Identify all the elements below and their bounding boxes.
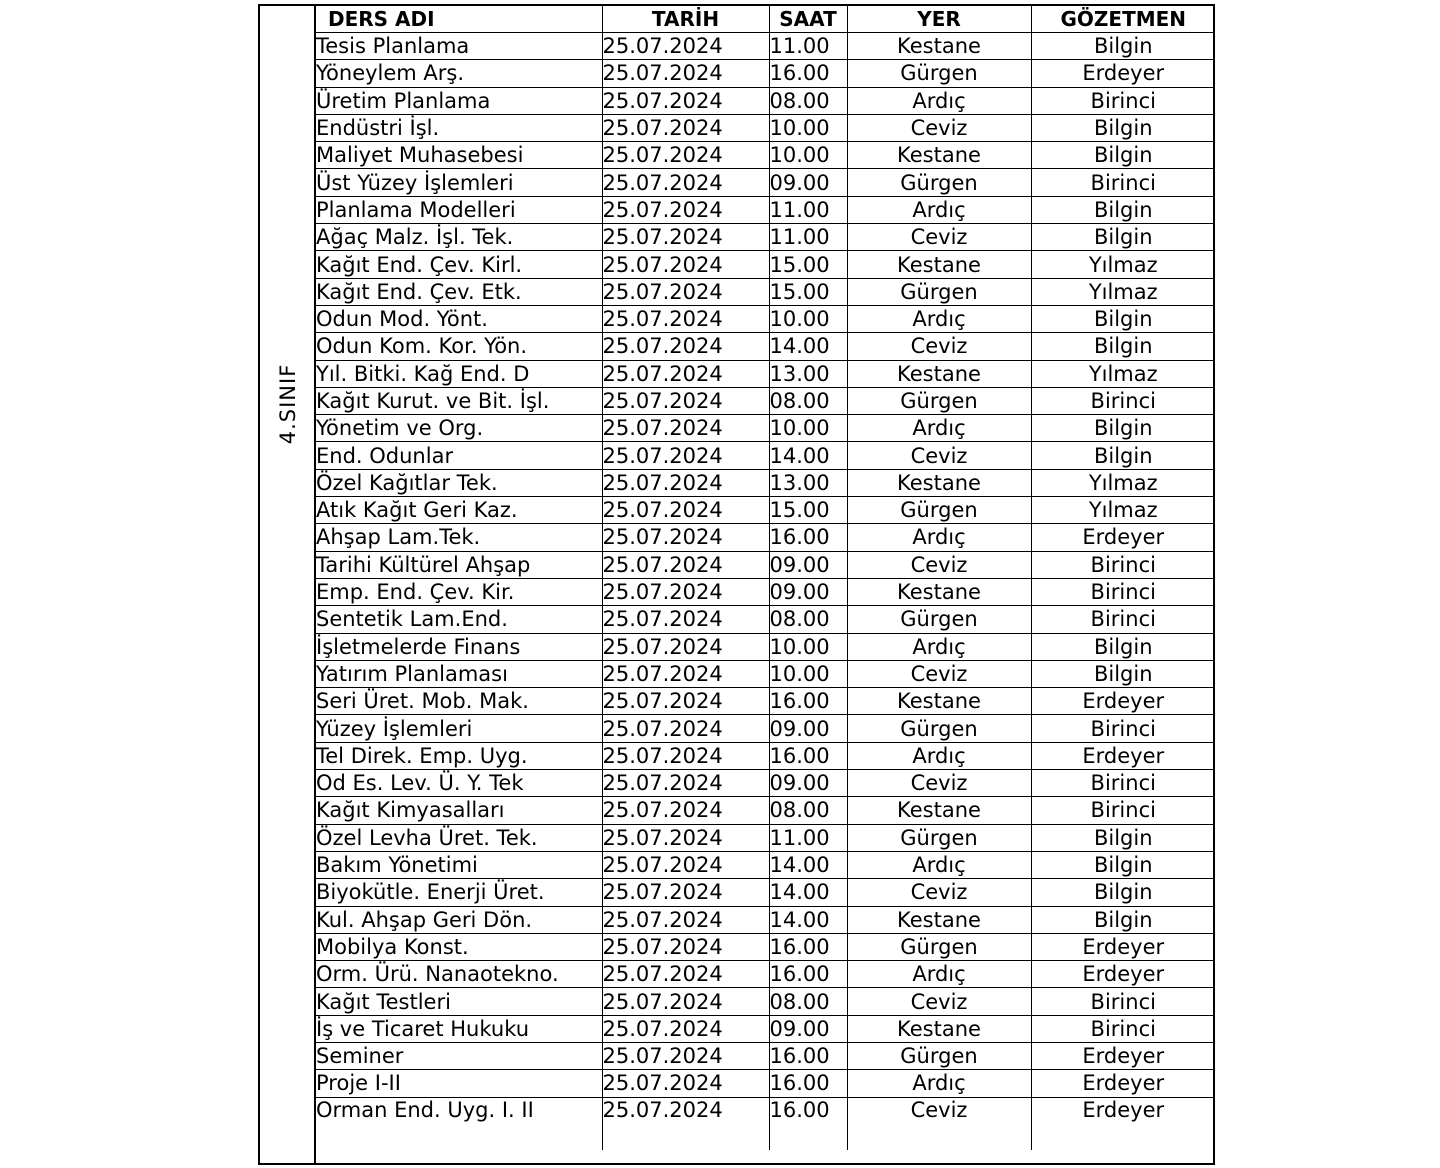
date-cell: 25.07.2024 (602, 742, 769, 769)
room-cell: Ardıç (847, 415, 1031, 442)
room-cell: Gürgen (847, 278, 1031, 305)
time-cell: 10.00 (769, 660, 847, 687)
room-cell: Ardıç (847, 633, 1031, 660)
course-cell: Yöneylem Arş. (316, 60, 602, 87)
course-cell: Odun Kom. Kor. Yön. (316, 333, 602, 360)
time-cell: 10.00 (769, 142, 847, 169)
course-cell: Kağıt Kimyasalları (316, 797, 602, 824)
date-cell: 25.07.2024 (602, 442, 769, 469)
table-row (316, 1070, 1215, 1097)
proctor-cell: Birinci (1031, 988, 1215, 1015)
course-cell: Üretim Planlama (316, 87, 602, 114)
table-row (316, 961, 1215, 988)
proctor-cell: Birinci (1031, 797, 1215, 824)
time-cell: 08.00 (769, 87, 847, 114)
proctor-cell: Erdeyer (1031, 933, 1215, 960)
time-cell: 09.00 (769, 715, 847, 742)
time-cell: 13.00 (769, 469, 847, 496)
table-row (316, 606, 1215, 633)
table-row (316, 879, 1215, 906)
date-cell: 25.07.2024 (602, 524, 769, 551)
date-cell: 25.07.2024 (602, 688, 769, 715)
room-cell: Kestane (847, 906, 1031, 933)
date-cell: 25.07.2024 (602, 851, 769, 878)
table-row (316, 824, 1215, 851)
time-cell: 09.00 (769, 770, 847, 797)
room-cell: Ardıç (847, 305, 1031, 332)
room-cell: Gürgen (847, 824, 1031, 851)
proctor-cell: Bilgin (1031, 633, 1215, 660)
date-cell: 25.07.2024 (602, 660, 769, 687)
table-row (316, 142, 1215, 169)
time-cell: 08.00 (769, 988, 847, 1015)
time-cell: 11.00 (769, 33, 847, 60)
table-row (316, 551, 1215, 578)
proctor-cell: Yılmaz (1031, 278, 1215, 305)
time-cell: 11.00 (769, 196, 847, 223)
header-time: SAAT (769, 6, 847, 33)
room-cell: Kestane (847, 797, 1031, 824)
course-cell: Maliyet Muhasebesi (316, 142, 602, 169)
course-cell: Tel Direk. Emp. Uyg. (316, 742, 602, 769)
date-cell: 25.07.2024 (602, 1070, 769, 1097)
course-cell: Kağıt Testleri (316, 988, 602, 1015)
course-cell: Ağaç Malz. İşl. Tek. (316, 224, 602, 251)
time-cell: 16.00 (769, 961, 847, 988)
course-cell: Seminer (316, 1042, 602, 1069)
table-row (316, 633, 1215, 660)
time-cell: 09.00 (769, 1015, 847, 1042)
room-cell: Ardıç (847, 961, 1031, 988)
time-cell: 13.00 (769, 360, 847, 387)
proctor-cell: Bilgin (1031, 824, 1215, 851)
table-body (316, 33, 1215, 1150)
time-cell: 10.00 (769, 114, 847, 141)
room-cell: Kestane (847, 33, 1031, 60)
course-cell: Orm. Ürü. Nanaotekno. (316, 961, 602, 988)
course-cell: Atık Kağıt Geri Kaz. (316, 497, 602, 524)
room-cell: Ceviz (847, 224, 1031, 251)
proctor-cell: Bilgin (1031, 906, 1215, 933)
room-cell: Kestane (847, 688, 1031, 715)
course-cell: Yatırım Planlaması (316, 660, 602, 687)
date-cell: 25.07.2024 (602, 305, 769, 332)
date-cell: 25.07.2024 (602, 251, 769, 278)
room-cell: Kestane (847, 578, 1031, 605)
room-cell: Ardıç (847, 196, 1031, 223)
proctor-cell: Bilgin (1031, 33, 1215, 60)
table-row (316, 278, 1215, 305)
room-cell: Ceviz (847, 114, 1031, 141)
table-row (316, 224, 1215, 251)
time-cell: 15.00 (769, 251, 847, 278)
room-cell: Gürgen (847, 606, 1031, 633)
date-cell: 25.07.2024 (602, 142, 769, 169)
course-cell: Od Es. Lev. Ü. Y. Tek (316, 770, 602, 797)
proctor-cell: Birinci (1031, 770, 1215, 797)
class-label: 4.SINIF (276, 363, 300, 445)
date-cell: 25.07.2024 (602, 469, 769, 496)
room-cell: Ardıç (847, 524, 1031, 551)
table-row (316, 524, 1215, 551)
proctor-cell: Erdeyer (1031, 1070, 1215, 1097)
room-cell: Kestane (847, 1015, 1031, 1042)
proctor-cell: Erdeyer (1031, 742, 1215, 769)
table-row (316, 906, 1215, 933)
course-cell: End. Odunlar (316, 442, 602, 469)
course-cell: Endüstri İşl. (316, 114, 602, 141)
course-cell: Sentetik Lam.End. (316, 606, 602, 633)
time-cell: 11.00 (769, 824, 847, 851)
date-cell: 25.07.2024 (602, 824, 769, 851)
date-cell: 25.07.2024 (602, 387, 769, 414)
proctor-cell: Bilgin (1031, 196, 1215, 223)
time-cell: 08.00 (769, 387, 847, 414)
table-row (316, 196, 1215, 223)
header-course: DERS ADI (316, 6, 602, 33)
room-cell: Ceviz (847, 879, 1031, 906)
time-cell: 08.00 (769, 606, 847, 633)
room-cell: Kestane (847, 251, 1031, 278)
proctor-cell: Birinci (1031, 551, 1215, 578)
proctor-cell: Bilgin (1031, 142, 1215, 169)
date-cell: 25.07.2024 (602, 169, 769, 196)
time-cell: 14.00 (769, 879, 847, 906)
table-row (316, 333, 1215, 360)
course-cell: Ahşap Lam.Tek. (316, 524, 602, 551)
room-cell: Ceviz (847, 1097, 1031, 1150)
time-cell: 14.00 (769, 851, 847, 878)
date-cell: 25.07.2024 (602, 224, 769, 251)
date-cell: 25.07.2024 (602, 988, 769, 1015)
room-cell: Gürgen (847, 60, 1031, 87)
course-cell: Proje I-II (316, 1070, 602, 1097)
room-cell: Gürgen (847, 497, 1031, 524)
proctor-cell: Bilgin (1031, 333, 1215, 360)
proctor-cell: Bilgin (1031, 660, 1215, 687)
time-cell: 08.00 (769, 797, 847, 824)
proctor-cell: Yılmaz (1031, 497, 1215, 524)
course-cell: Yıl. Bitki. Kağ End. D (316, 360, 602, 387)
room-cell: Ceviz (847, 333, 1031, 360)
proctor-cell: Bilgin (1031, 851, 1215, 878)
time-cell: 14.00 (769, 333, 847, 360)
table-row (316, 305, 1215, 332)
date-cell: 25.07.2024 (602, 196, 769, 223)
course-cell: Tesis Planlama (316, 33, 602, 60)
proctor-cell: Erdeyer (1031, 688, 1215, 715)
proctor-cell: Erdeyer (1031, 961, 1215, 988)
proctor-cell: Erdeyer (1031, 524, 1215, 551)
proctor-cell: Erdeyer (1031, 60, 1215, 87)
table-row (316, 742, 1215, 769)
course-cell: Kağıt End. Çev. Etk. (316, 278, 602, 305)
date-cell: 25.07.2024 (602, 633, 769, 660)
table-row (316, 578, 1215, 605)
course-cell: Seri Üret. Mob. Mak. (316, 688, 602, 715)
room-cell: Kestane (847, 469, 1031, 496)
room-cell: Gürgen (847, 169, 1031, 196)
time-cell: 10.00 (769, 415, 847, 442)
time-cell: 10.00 (769, 305, 847, 332)
header-room: YER (847, 6, 1031, 33)
date-cell: 25.07.2024 (602, 933, 769, 960)
table-row (316, 415, 1215, 442)
table-row (316, 469, 1215, 496)
time-cell: 15.00 (769, 278, 847, 305)
course-cell: Mobilya Konst. (316, 933, 602, 960)
room-cell: Ardıç (847, 1070, 1031, 1097)
table-row (316, 988, 1215, 1015)
proctor-cell: Birinci (1031, 606, 1215, 633)
proctor-cell: Bilgin (1031, 442, 1215, 469)
date-cell: 25.07.2024 (602, 551, 769, 578)
time-cell: 16.00 (769, 1070, 847, 1097)
date-cell: 25.07.2024 (602, 906, 769, 933)
proctor-cell: Bilgin (1031, 224, 1215, 251)
date-cell: 25.07.2024 (602, 415, 769, 442)
time-cell: 16.00 (769, 742, 847, 769)
proctor-cell: Birinci (1031, 578, 1215, 605)
course-cell: Bakım Yönetimi (316, 851, 602, 878)
time-cell: 16.00 (769, 524, 847, 551)
proctor-cell: Erdeyer (1031, 1097, 1215, 1150)
date-cell: 25.07.2024 (602, 360, 769, 387)
table-row (316, 933, 1215, 960)
course-cell: Odun Mod. Yönt. (316, 305, 602, 332)
table-row (316, 1042, 1215, 1069)
table-row (316, 797, 1215, 824)
date-cell: 25.07.2024 (602, 114, 769, 141)
date-cell: 25.07.2024 (602, 1015, 769, 1042)
table-row (316, 715, 1215, 742)
course-cell: İş ve Ticaret Hukuku (316, 1015, 602, 1042)
room-cell: Ardıç (847, 742, 1031, 769)
table-header-row (316, 6, 1215, 33)
room-cell: Ceviz (847, 551, 1031, 578)
table-row (316, 251, 1215, 278)
date-cell: 25.07.2024 (602, 715, 769, 742)
date-cell: 25.07.2024 (602, 961, 769, 988)
time-cell: 16.00 (769, 1097, 847, 1150)
proctor-cell: Birinci (1031, 87, 1215, 114)
room-cell: Gürgen (847, 387, 1031, 414)
time-cell: 09.00 (769, 578, 847, 605)
time-cell: 16.00 (769, 1042, 847, 1069)
proctor-cell: Bilgin (1031, 879, 1215, 906)
time-cell: 16.00 (769, 933, 847, 960)
room-cell: Ceviz (847, 770, 1031, 797)
course-cell: Emp. End. Çev. Kir. (316, 578, 602, 605)
class-label-cell (260, 6, 316, 1163)
room-cell: Gürgen (847, 1042, 1031, 1069)
date-cell: 25.07.2024 (602, 497, 769, 524)
table-row (316, 87, 1215, 114)
table-row (316, 497, 1215, 524)
table-row (316, 114, 1215, 141)
course-cell: İşletmelerde Finans (316, 633, 602, 660)
date-cell: 25.07.2024 (602, 278, 769, 305)
header-proctor: GÖZETMEN (1031, 6, 1215, 33)
date-cell: 25.07.2024 (602, 87, 769, 114)
course-cell: Tarihi Kültürel Ahşap (316, 551, 602, 578)
table-row (316, 1097, 1215, 1150)
date-cell: 25.07.2024 (602, 770, 769, 797)
course-cell: Planlama Modelleri (316, 196, 602, 223)
proctor-cell: Erdeyer (1031, 1042, 1215, 1069)
table-row (316, 688, 1215, 715)
exam-schedule-sheet (258, 4, 1215, 1165)
table-row (316, 387, 1215, 414)
time-cell: 09.00 (769, 169, 847, 196)
room-cell: Kestane (847, 360, 1031, 387)
room-cell: Kestane (847, 142, 1031, 169)
date-cell: 25.07.2024 (602, 578, 769, 605)
course-cell: Özel Kağıtlar Tek. (316, 469, 602, 496)
room-cell: Ardıç (847, 851, 1031, 878)
room-cell: Ardıç (847, 87, 1031, 114)
room-cell: Ceviz (847, 660, 1031, 687)
time-cell: 16.00 (769, 688, 847, 715)
proctor-cell: Birinci (1031, 1015, 1215, 1042)
date-cell: 25.07.2024 (602, 1097, 769, 1150)
table-row (316, 1015, 1215, 1042)
proctor-cell: Birinci (1031, 169, 1215, 196)
course-cell: Biyokütle. Enerji Üret. (316, 879, 602, 906)
table-row (316, 851, 1215, 878)
table-row (316, 360, 1215, 387)
proctor-cell: Bilgin (1031, 305, 1215, 332)
date-cell: 25.07.2024 (602, 606, 769, 633)
proctor-cell: Yılmaz (1031, 360, 1215, 387)
time-cell: 14.00 (769, 906, 847, 933)
table-row (316, 60, 1215, 87)
time-cell: 14.00 (769, 442, 847, 469)
course-cell: Üst Yüzey İşlemleri (316, 169, 602, 196)
table-row (316, 442, 1215, 469)
course-cell: Orman End. Uyg. I. II (316, 1097, 602, 1150)
table-row (316, 770, 1215, 797)
date-cell: 25.07.2024 (602, 333, 769, 360)
date-cell: 25.07.2024 (602, 60, 769, 87)
date-cell: 25.07.2024 (602, 1042, 769, 1069)
time-cell: 11.00 (769, 224, 847, 251)
table-row (316, 169, 1215, 196)
time-cell: 10.00 (769, 633, 847, 660)
course-cell: Özel Levha Üret. Tek. (316, 824, 602, 851)
exam-schedule-table (316, 6, 1215, 1150)
table-row (316, 660, 1215, 687)
course-cell: Kağıt Kurut. ve Bit. İşl. (316, 387, 602, 414)
course-cell: Kul. Ahşap Geri Dön. (316, 906, 602, 933)
proctor-cell: Birinci (1031, 715, 1215, 742)
course-cell: Kağıt End. Çev. Kirl. (316, 251, 602, 278)
course-cell: Yönetim ve Org. (316, 415, 602, 442)
room-cell: Gürgen (847, 715, 1031, 742)
time-cell: 16.00 (769, 60, 847, 87)
time-cell: 09.00 (769, 551, 847, 578)
proctor-cell: Bilgin (1031, 114, 1215, 141)
time-cell: 15.00 (769, 497, 847, 524)
room-cell: Ceviz (847, 988, 1031, 1015)
date-cell: 25.07.2024 (602, 33, 769, 60)
date-cell: 25.07.2024 (602, 879, 769, 906)
course-cell: Yüzey İşlemleri (316, 715, 602, 742)
proctor-cell: Birinci (1031, 387, 1215, 414)
table-row (316, 33, 1215, 60)
proctor-cell: Yılmaz (1031, 251, 1215, 278)
proctor-cell: Yılmaz (1031, 469, 1215, 496)
room-cell: Gürgen (847, 933, 1031, 960)
date-cell: 25.07.2024 (602, 797, 769, 824)
header-date: TARİH (602, 6, 769, 33)
proctor-cell: Bilgin (1031, 415, 1215, 442)
room-cell: Ceviz (847, 442, 1031, 469)
